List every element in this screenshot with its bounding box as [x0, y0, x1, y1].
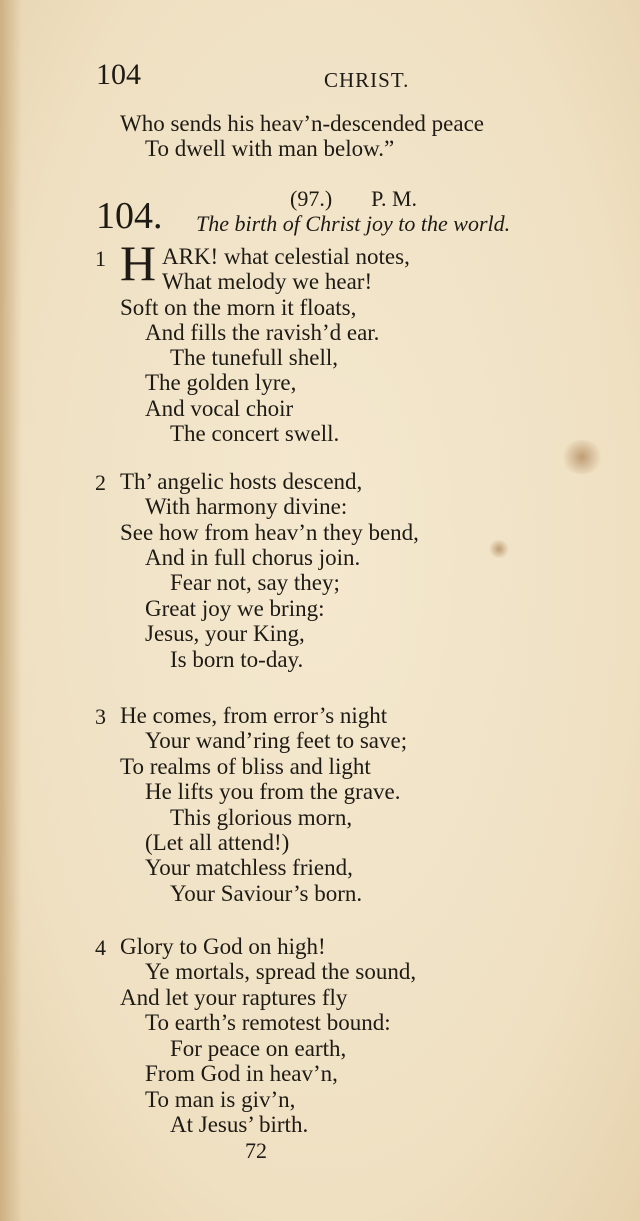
verse-line: At Jesus’ birth. — [170, 1112, 309, 1137]
verse-line: To man is giv’n, — [145, 1087, 296, 1112]
verse-line: The golden lyre, — [145, 370, 297, 395]
verse-line: And let your raptures fly — [120, 985, 348, 1010]
verse-line: He lifts you from the grave. — [145, 779, 401, 804]
signature-number: 72 — [245, 1138, 267, 1163]
verse-line: From God in heav’n, — [145, 1061, 338, 1086]
stanza-number: 3 — [95, 704, 106, 729]
hymn-number: 104. — [96, 195, 163, 237]
hymn-alt-number: (97.) — [290, 186, 333, 211]
verse-line: And fills the ravish’d ear. — [145, 320, 380, 345]
verse-line: Th’ angelic hosts descend, — [120, 469, 363, 494]
verse-line: This glorious morn, — [170, 805, 353, 830]
verse-line: To earth’s remotest bound: — [145, 1010, 391, 1035]
drop-cap: H — [120, 235, 157, 291]
verse-line: Ye mortals, spread the sound, — [145, 959, 417, 984]
verse-line: Your wand’ring feet to save; — [145, 728, 408, 753]
stanza-number: 1 — [95, 246, 106, 271]
verse-line: Glory to God on high! — [120, 934, 326, 959]
foxing-stain — [560, 440, 604, 474]
verse-line: Jesus, your King, — [145, 621, 305, 646]
hymn-meter: P. M. — [371, 186, 418, 211]
verse-line: Soft on the morn it floats, — [120, 295, 357, 320]
verse-line: What melody we hear! — [162, 269, 373, 294]
carryover-line: Who sends his heav’n-descended peace — [120, 111, 485, 136]
running-head-title: CHRIST. — [324, 68, 410, 92]
running-head-page-number: 104 — [96, 58, 141, 91]
hymn-subtitle: The birth of Christ joy to the world. — [196, 211, 511, 236]
hymn-meter-line — [290, 186, 417, 212]
verse-line: The concert swell. — [170, 421, 340, 446]
foxing-stain — [488, 540, 510, 558]
verse-line: See how from heav’n they bend, — [120, 520, 419, 545]
verse-line: Is born to-day. — [170, 647, 304, 672]
verse-line: And vocal choir — [145, 396, 294, 421]
verse-line: Great joy we bring: — [145, 596, 325, 621]
verse-line: Fear not, say they; — [170, 570, 340, 595]
verse-line: Your Saviour’s born. — [170, 881, 363, 906]
verse-line: ARK! what celestial notes, — [162, 244, 410, 269]
verse-line: (Let all attend!) — [145, 830, 290, 855]
verse-line: Your matchless friend, — [145, 855, 353, 880]
stanza-number: 4 — [95, 935, 106, 960]
stanza-number: 2 — [95, 470, 106, 495]
verse-line: For peace on earth, — [170, 1036, 347, 1061]
verse-line: With harmony divine: — [145, 494, 348, 519]
carryover-line: To dwell with man below.” — [145, 136, 395, 161]
verse-line: The tunefull shell, — [170, 345, 338, 370]
page-edge-shadow — [0, 0, 22, 1221]
verse-line: And in full chorus join. — [145, 545, 361, 570]
verse-line: He comes, from error’s night — [120, 703, 388, 728]
verse-line: To realms of bliss and light — [120, 754, 371, 779]
